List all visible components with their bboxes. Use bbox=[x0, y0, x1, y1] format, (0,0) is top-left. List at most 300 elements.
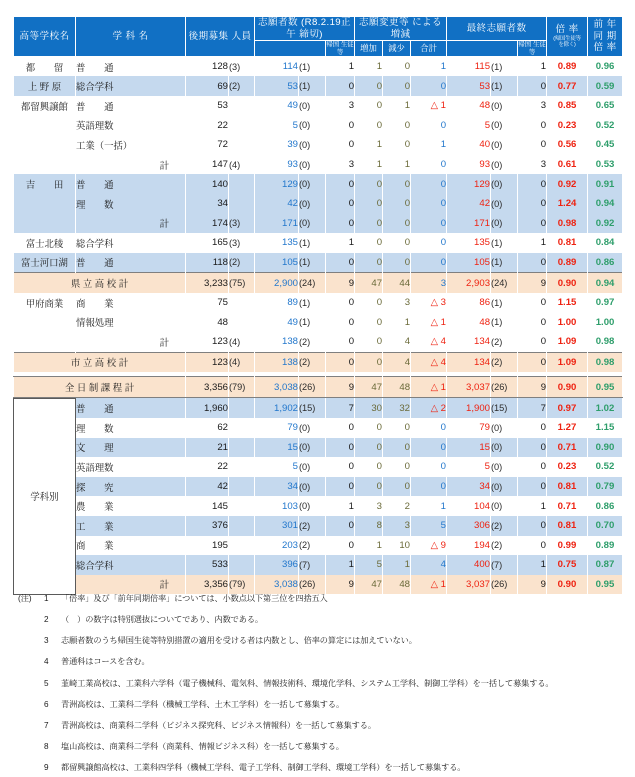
cell-school-name bbox=[14, 312, 76, 332]
cell-increase: 47 bbox=[355, 273, 383, 293]
th-quota-line1: 後期募集 bbox=[188, 30, 229, 42]
triangle-minus-icon: △ bbox=[430, 336, 439, 348]
cell-increase: 47 bbox=[355, 377, 383, 398]
cell-applicants-special: (0) bbox=[299, 174, 326, 194]
cell-final-returnee: 0 bbox=[518, 477, 547, 497]
cell-final-returnee: 0 bbox=[518, 116, 547, 136]
cell-quota-special: (79) bbox=[229, 575, 255, 595]
cell-final-special: (1) bbox=[491, 312, 518, 332]
table-row bbox=[14, 96, 623, 116]
cell-quota: 123 bbox=[186, 352, 229, 372]
th-prev-line2 bbox=[588, 31, 622, 43]
cell-applicants: 138 bbox=[255, 332, 299, 352]
table-row bbox=[14, 56, 623, 76]
cell-decrease: 0 bbox=[383, 457, 411, 477]
cell-increase: 3 bbox=[355, 496, 383, 516]
cell-prev-rate: 0.92 bbox=[588, 214, 623, 234]
cell-prev-rate: 1.00 bbox=[588, 312, 623, 332]
cell-dept-name: 普 通 bbox=[76, 253, 186, 273]
triangle-minus-icon: △ bbox=[430, 578, 438, 590]
th-quota bbox=[186, 17, 255, 57]
cell-rate: 1.09 bbox=[547, 332, 588, 352]
cell-applicants: 1,902 bbox=[255, 398, 299, 418]
cell-applicants-returnee: 0 bbox=[326, 438, 355, 458]
cell-change-total: △ 3 bbox=[411, 293, 447, 313]
note-number: 7 bbox=[44, 720, 49, 730]
cell-prev-rate: 1.15 bbox=[588, 418, 623, 438]
note-item bbox=[18, 763, 618, 774]
cell-applicants: 105 bbox=[255, 253, 299, 273]
cell-final-returnee: 0 bbox=[518, 135, 547, 155]
cell-rate: 0.98 bbox=[547, 214, 588, 234]
note-item bbox=[18, 700, 618, 711]
th-prev-a: 前 年 bbox=[593, 18, 617, 30]
cell-applicants-special: (2) bbox=[299, 536, 326, 556]
cell-rate: 0.56 bbox=[547, 135, 588, 155]
cell-school-name: 都 留 bbox=[14, 56, 76, 76]
cell-final-returnee: 0 bbox=[518, 214, 547, 234]
cell-applicants-returnee: 9 bbox=[326, 575, 355, 595]
cell-increase: 0 bbox=[355, 457, 383, 477]
cell-prev-rate: 0.98 bbox=[588, 352, 623, 372]
cell-increase: 1 bbox=[355, 135, 383, 155]
note-text: 青洲高校は、商業科二学科（ビジネス探究科、ビジネス情報科）を一括して募集する。 bbox=[61, 720, 376, 730]
cell-final-returnee: 3 bbox=[518, 96, 547, 116]
table-row bbox=[14, 233, 623, 253]
table-row bbox=[14, 116, 623, 136]
cell-prev-rate: 1.02 bbox=[588, 398, 623, 418]
cell-final-special: (2) bbox=[491, 332, 518, 352]
cell-change-total: 0 bbox=[411, 76, 447, 96]
cell-applicants-special: (2) bbox=[299, 516, 326, 536]
th-prev-b: 同 期 bbox=[593, 30, 617, 42]
note-item bbox=[18, 594, 618, 605]
cell-applicants-special: (0) bbox=[299, 438, 326, 458]
cell-quota: 69 bbox=[186, 76, 229, 96]
cell-rate: 1.00 bbox=[547, 312, 588, 332]
cell-final-special: (24) bbox=[491, 273, 518, 293]
cell-prev-rate: 0.52 bbox=[588, 116, 623, 136]
th-applicants bbox=[255, 17, 355, 41]
cell-dept-name: 商 業 bbox=[76, 536, 186, 556]
cell-quota-special: (4) bbox=[229, 332, 255, 352]
th-prev-c: 倍 率 bbox=[593, 42, 617, 54]
cell-quota-special: (2) bbox=[229, 76, 255, 96]
cell-rate: 0.90 bbox=[547, 377, 588, 398]
cell-prev-rate: 0.94 bbox=[588, 273, 623, 293]
cell-final-special: (2) bbox=[491, 516, 518, 536]
cell-decrease: 1 bbox=[383, 96, 411, 116]
cell-applicants-special: (1) bbox=[299, 293, 326, 313]
cell-rate: 1.24 bbox=[547, 194, 588, 214]
cell-decrease: 0 bbox=[383, 233, 411, 253]
cell-quota-special bbox=[229, 174, 255, 194]
cell-quota: 62 bbox=[186, 418, 229, 438]
th-rate-label: 倍 率 bbox=[555, 24, 579, 36]
note-item bbox=[18, 657, 618, 668]
note-item bbox=[18, 636, 618, 647]
cell-quota: 42 bbox=[186, 477, 229, 497]
th-change-line2: による増減 bbox=[390, 17, 443, 40]
cell-final-special: (7) bbox=[491, 555, 518, 575]
note-number: 3 bbox=[44, 636, 49, 646]
table-row bbox=[14, 438, 623, 458]
cell-final: 86 bbox=[447, 293, 491, 313]
cell-dept-name: 計 bbox=[76, 332, 186, 352]
cell-quota-special bbox=[229, 96, 255, 116]
cell-prev-rate: 0.52 bbox=[588, 457, 623, 477]
cell-final-returnee: 3 bbox=[518, 155, 547, 175]
table-row bbox=[14, 457, 623, 477]
cell-applicants: 89 bbox=[255, 293, 299, 313]
cell-quota-special bbox=[229, 135, 255, 155]
triangle-minus-icon: △ bbox=[430, 381, 439, 393]
cell-final: 134 bbox=[447, 332, 491, 352]
cell-rate: 0.89 bbox=[547, 56, 588, 76]
cell-final: 53 bbox=[447, 76, 491, 96]
cell-final-special: (1) bbox=[491, 253, 518, 273]
cell-applicants: 114 bbox=[255, 56, 299, 76]
cell-quota: 174 bbox=[186, 214, 229, 234]
cell-applicants-special: (0) bbox=[299, 194, 326, 214]
cell-quota: 376 bbox=[186, 516, 229, 536]
cell-applicants: 135 bbox=[255, 233, 299, 253]
table-row bbox=[14, 516, 623, 536]
table-row bbox=[14, 352, 623, 372]
cell-rate: 0.89 bbox=[547, 253, 588, 273]
cell-applicants-special: (2) bbox=[299, 332, 326, 352]
table-row bbox=[14, 477, 623, 497]
cell-prev-rate: 0.79 bbox=[588, 477, 623, 497]
th-fret-line1: 帰国 bbox=[518, 41, 532, 49]
cell-quota: 147 bbox=[186, 155, 229, 175]
cell-decrease: 4 bbox=[383, 332, 411, 352]
cell-applicants: 53 bbox=[255, 76, 299, 96]
cell-applicants-returnee: 0 bbox=[326, 116, 355, 136]
cell-decrease: 3 bbox=[383, 293, 411, 313]
cell-school-name bbox=[14, 194, 76, 214]
cell-prev-rate: 0.53 bbox=[588, 155, 623, 175]
cell-applicants-special: (0) bbox=[299, 135, 326, 155]
cell-decrease: 1 bbox=[383, 555, 411, 575]
table-header bbox=[14, 17, 623, 57]
cell-decrease: 3 bbox=[383, 516, 411, 536]
note-number: 2 bbox=[44, 615, 49, 625]
note-item bbox=[18, 721, 618, 732]
table-body-schools bbox=[14, 56, 623, 397]
cell-quota: 53 bbox=[186, 96, 229, 116]
table-row bbox=[14, 496, 623, 516]
cell-prev-rate: 0.89 bbox=[588, 536, 623, 556]
cell-increase: 30 bbox=[355, 398, 383, 418]
cell-quota-special: (75) bbox=[229, 273, 255, 293]
cell-prev-rate: 0.97 bbox=[588, 293, 623, 313]
cell-final: 5 bbox=[447, 116, 491, 136]
cell-final-special: (0) bbox=[491, 96, 518, 116]
cell-change-total: 3 bbox=[411, 273, 447, 293]
th-prev-line1 bbox=[588, 19, 622, 31]
cell-applicants-special: (2) bbox=[299, 352, 326, 372]
cell-rate: 0.23 bbox=[547, 457, 588, 477]
cell-final-special: (0) bbox=[491, 418, 518, 438]
table-row bbox=[14, 293, 623, 313]
table-row bbox=[14, 155, 623, 175]
note-item bbox=[18, 615, 618, 626]
cell-change-total: 1 bbox=[411, 496, 447, 516]
cell-final: 3,037 bbox=[447, 575, 491, 595]
cell-applicants: 15 bbox=[255, 438, 299, 458]
cell-change-total: △ 1 bbox=[411, 377, 447, 398]
cell-final-special: (0) bbox=[491, 194, 518, 214]
cell-rate: 0.85 bbox=[547, 96, 588, 116]
table-row bbox=[14, 398, 623, 418]
table-row bbox=[14, 418, 623, 438]
cell-final-returnee: 1 bbox=[518, 233, 547, 253]
cell-school-name: 上 野 原 bbox=[14, 76, 76, 96]
cell-quota-special: (3) bbox=[229, 214, 255, 234]
cell-applicants: 5 bbox=[255, 116, 299, 136]
cell-applicants-special: (0) bbox=[299, 214, 326, 234]
cell-dept-name: 普 通 bbox=[76, 174, 186, 194]
th-ret-line2: 生徒等 bbox=[336, 41, 354, 56]
cell-decrease: 4 bbox=[383, 352, 411, 372]
cell-rate: 0.81 bbox=[547, 477, 588, 497]
cell-final: 104 bbox=[447, 496, 491, 516]
cell-applicants: 3,038 bbox=[255, 377, 299, 398]
cell-applicants-returnee: 0 bbox=[326, 214, 355, 234]
cell-final-returnee: 0 bbox=[518, 76, 547, 96]
triangle-minus-icon: △ bbox=[430, 402, 438, 414]
cell-dept-name: 商 業 bbox=[76, 293, 186, 313]
cell-dept-name: 総合学科 bbox=[76, 76, 186, 96]
cell-quota: 48 bbox=[186, 312, 229, 332]
cell-applicants-returnee: 0 bbox=[326, 76, 355, 96]
cell-change-total: 0 bbox=[411, 477, 447, 497]
cell-school-name: 吉 田 bbox=[14, 174, 76, 194]
th-increase: 増加 bbox=[355, 41, 383, 56]
cell-applicants: 34 bbox=[255, 477, 299, 497]
cell-school-name bbox=[14, 155, 76, 175]
cell-quota-special bbox=[229, 194, 255, 214]
note-number: 1 bbox=[44, 594, 49, 603]
cell-final-special: (15) bbox=[491, 398, 518, 418]
cell-applicants-special: (1) bbox=[299, 76, 326, 96]
th-ret-line1: 帰国 bbox=[326, 41, 340, 49]
cell-prev-rate: 0.95 bbox=[588, 575, 623, 595]
cell-final-special: (1) bbox=[491, 233, 518, 253]
cell-dept-name: 普 通 bbox=[76, 398, 186, 418]
cell-increase: 0 bbox=[355, 116, 383, 136]
cell-change-total: 0 bbox=[411, 438, 447, 458]
cell-change-total: 0 bbox=[411, 116, 447, 136]
cell-applicants-returnee: 0 bbox=[326, 135, 355, 155]
cell-dept-name: 工業（一括） bbox=[76, 135, 186, 155]
cell-quota-special bbox=[229, 496, 255, 516]
cell-quota: 22 bbox=[186, 457, 229, 477]
th-applicants-line3: 締切) bbox=[299, 28, 323, 40]
cell-final-special: (0) bbox=[491, 496, 518, 516]
cell-change-total: △ 9 bbox=[411, 536, 447, 556]
table-row bbox=[14, 575, 623, 595]
cell-dept-name: 理 数 bbox=[76, 194, 186, 214]
th-rate-note2: を除く) bbox=[558, 42, 576, 49]
cell-final: 129 bbox=[447, 174, 491, 194]
cell-applicants-returnee: 0 bbox=[326, 253, 355, 273]
cell-decrease: 0 bbox=[383, 418, 411, 438]
th-quota-line2: 人員 bbox=[231, 30, 252, 42]
cell-rate: 1.15 bbox=[547, 293, 588, 313]
cell-final-returnee: 0 bbox=[518, 312, 547, 332]
cell-quota: 140 bbox=[186, 174, 229, 194]
th-dept-name: 学 科 名 bbox=[76, 17, 186, 57]
th-school-name: 高等学校名 bbox=[14, 17, 76, 57]
cell-final: 42 bbox=[447, 194, 491, 214]
cell-change-total: 0 bbox=[411, 194, 447, 214]
dept-group-label: 学科別 bbox=[14, 398, 76, 594]
cell-quota-special: (3) bbox=[229, 56, 255, 76]
cell-applicants: 42 bbox=[255, 194, 299, 214]
cell-quota: 145 bbox=[186, 496, 229, 516]
cell-change-total: 0 bbox=[411, 174, 447, 194]
cell-increase: 5 bbox=[355, 555, 383, 575]
notes-label: (注) bbox=[18, 594, 32, 603]
cell-rate: 1.27 bbox=[547, 418, 588, 438]
cell-final-returnee: 0 bbox=[518, 293, 547, 313]
cell-applicants-returnee: 3 bbox=[326, 96, 355, 116]
cell-dept-name: 理 数 bbox=[76, 418, 186, 438]
table-row bbox=[14, 194, 623, 214]
cell-dept-name: 普 通 bbox=[76, 96, 186, 116]
cell-final: 34 bbox=[447, 477, 491, 497]
cell-increase: 8 bbox=[355, 516, 383, 536]
cell-applicants-returnee: 1 bbox=[326, 496, 355, 516]
note-item bbox=[18, 679, 618, 690]
table-row bbox=[14, 312, 623, 332]
cell-applicants-returnee: 0 bbox=[326, 457, 355, 477]
cell-change-total: △ 1 bbox=[411, 312, 447, 332]
cell-final-special: (0) bbox=[491, 116, 518, 136]
th-final-blank bbox=[447, 41, 518, 56]
cell-change-total: 0 bbox=[411, 214, 447, 234]
cell-applicants-returnee: 0 bbox=[326, 536, 355, 556]
cell-rate: 0.99 bbox=[547, 536, 588, 556]
table-row bbox=[14, 377, 623, 398]
cell-change-total: △ 4 bbox=[411, 332, 447, 352]
cell-applicants-returnee: 0 bbox=[326, 332, 355, 352]
cell-prev-rate: 0.86 bbox=[588, 253, 623, 273]
table-row bbox=[14, 76, 623, 96]
cell-final-returnee: 1 bbox=[518, 555, 547, 575]
cell-change-total: △ 1 bbox=[411, 96, 447, 116]
cell-prev-rate: 0.96 bbox=[588, 56, 623, 76]
cell-prev-rate: 0.90 bbox=[588, 438, 623, 458]
cell-final: 15 bbox=[447, 438, 491, 458]
notes-list bbox=[18, 594, 618, 774]
cell-final: 48 bbox=[447, 312, 491, 332]
cell-school-name: 甲府商業 bbox=[14, 293, 76, 313]
cell-quota-special: (4) bbox=[229, 155, 255, 175]
cell-applicants: 49 bbox=[255, 96, 299, 116]
row-group-title: 市 立 高 校 計 bbox=[14, 352, 186, 372]
cell-increase: 47 bbox=[355, 575, 383, 595]
th-prev-line3 bbox=[588, 42, 622, 54]
cell-applicants-special: (24) bbox=[299, 273, 326, 293]
cell-increase: 0 bbox=[355, 332, 383, 352]
note-number: 4 bbox=[44, 657, 49, 667]
cell-change-total: 0 bbox=[411, 457, 447, 477]
cell-final: 2,903 bbox=[447, 273, 491, 293]
cell-quota-special bbox=[229, 418, 255, 438]
cell-decrease: 48 bbox=[383, 575, 411, 595]
cell-final: 194 bbox=[447, 536, 491, 556]
cell-decrease: 0 bbox=[383, 477, 411, 497]
cell-school-name: 富士北稜 bbox=[14, 233, 76, 253]
cell-applicants-special: (26) bbox=[299, 575, 326, 595]
cell-change-total: 1 bbox=[411, 135, 447, 155]
cell-quota-special bbox=[229, 293, 255, 313]
cell-rate: 0.61 bbox=[547, 155, 588, 175]
notes-block bbox=[18, 594, 618, 777]
table-row bbox=[14, 214, 623, 234]
triangle-minus-icon: △ bbox=[430, 539, 438, 551]
cell-quota: 3,356 bbox=[186, 575, 229, 595]
cell-dept-name: 英語理数 bbox=[76, 457, 186, 477]
cell-dept-name: 計 bbox=[76, 575, 186, 595]
cell-quota: 123 bbox=[186, 332, 229, 352]
cell-quota-special bbox=[229, 457, 255, 477]
cell-applicants-returnee: 0 bbox=[326, 312, 355, 332]
table-row bbox=[14, 135, 623, 155]
note-text: （ ）の数字は特別選抜についてであり、内数である。 bbox=[61, 615, 264, 625]
cell-rate: 0.90 bbox=[547, 575, 588, 595]
cell-increase: 0 bbox=[355, 96, 383, 116]
cell-rate: 0.92 bbox=[547, 174, 588, 194]
cell-applicants-special: (1) bbox=[299, 56, 326, 76]
note-number: 5 bbox=[44, 678, 49, 688]
th-prev-rate bbox=[588, 17, 623, 57]
applications-table bbox=[13, 16, 623, 398]
cell-increase: 0 bbox=[355, 438, 383, 458]
cell-final-special: (0) bbox=[491, 135, 518, 155]
cell-prev-rate: 0.86 bbox=[588, 496, 623, 516]
cell-applicants-special: (0) bbox=[299, 496, 326, 516]
cell-decrease: 48 bbox=[383, 377, 411, 398]
cell-quota: 1,960 bbox=[186, 398, 229, 418]
cell-applicants: 301 bbox=[255, 516, 299, 536]
note-text: 塩山高校は、商業科二学科（商業科、情報ビジネス科）を一括して募集する。 bbox=[61, 742, 344, 752]
cell-quota: 3,356 bbox=[186, 377, 229, 398]
cell-dept-name: 英語理数 bbox=[76, 116, 186, 136]
th-change bbox=[355, 17, 447, 41]
cell-applicants-returnee: 1 bbox=[326, 233, 355, 253]
th-decrease: 減少 bbox=[383, 41, 411, 56]
cell-change-total: 0 bbox=[411, 253, 447, 273]
cell-quota-special bbox=[229, 516, 255, 536]
cell-quota: 165 bbox=[186, 233, 229, 253]
cell-applicants: 138 bbox=[255, 352, 299, 372]
cell-increase: 0 bbox=[355, 253, 383, 273]
cell-applicants-special: (0) bbox=[299, 155, 326, 175]
cell-applicants: 103 bbox=[255, 496, 299, 516]
cell-quota: 533 bbox=[186, 555, 229, 575]
cell-quota: 128 bbox=[186, 56, 229, 76]
cell-prev-rate: 0.94 bbox=[588, 194, 623, 214]
cell-quota-special: (4) bbox=[229, 352, 255, 372]
cell-quota: 3,233 bbox=[186, 273, 229, 293]
cell-prev-rate: 0.65 bbox=[588, 96, 623, 116]
cell-rate: 1.09 bbox=[547, 352, 588, 372]
cell-applicants-special: (1) bbox=[299, 233, 326, 253]
